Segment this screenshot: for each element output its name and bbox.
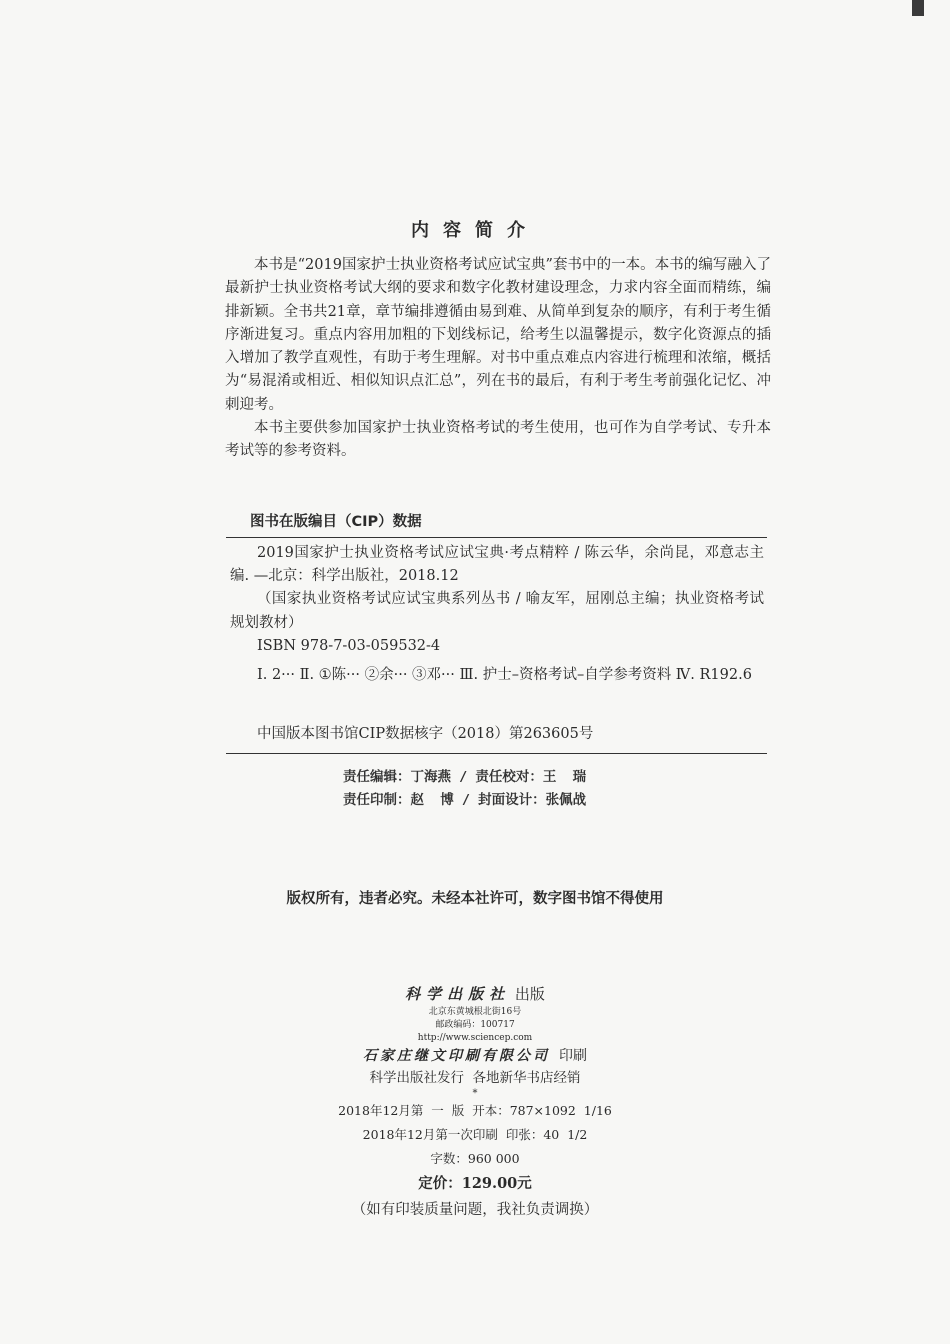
imprint-block — [0, 982, 950, 1223]
quality-note: （如有印装质量问题，我社负责调换） — [351, 1202, 599, 1218]
credits-line-2: 责任印制：赵 博 / 封面设计：张佩战 — [343, 792, 587, 808]
publisher-postcode: 邮政编码：100717 — [435, 1020, 515, 1030]
cip-bottom-rule — [226, 753, 767, 754]
publisher-address: 北京东黄城根北街16号 — [428, 1007, 522, 1017]
cip-block — [230, 542, 764, 687]
printer-line — [0, 1045, 950, 1067]
credits-line-1: 责任编辑：丁海燕 / 责任校对：王 瑞 — [343, 769, 587, 785]
edition-line: 2018年12月第 一 版 开本：787×1092 1/16 — [338, 1103, 612, 1118]
printing-line: 2018年12月第一次印刷 印张：40 1/2 — [362, 1127, 588, 1142]
price: 定价：129.00元 — [418, 1175, 532, 1192]
cip-top-rule — [226, 537, 767, 538]
separator-star: * — [472, 1088, 478, 1099]
corner-crop-mark — [912, 0, 924, 16]
publisher-website: http://www.sciencep.com — [417, 1033, 533, 1043]
editorial-credits — [343, 766, 586, 812]
cip-isbn: ISBN 978-7-03-059532-4 — [257, 637, 441, 654]
distribution-line: 科学出版社发行 各地新华书店经销 — [369, 1070, 581, 1086]
cip-series: （国家执业资格考试应试宝典系列丛书 / 喻友军，屈刚总主编；执业资格考试规划教材） — [230, 591, 764, 631]
cip-classification: Ⅰ. 2··· Ⅱ. ①陈··· ②余··· ③邓··· Ⅲ. 护士–资格考试–自学参考资料 Ⅳ. R192.6 — [257, 667, 752, 684]
printer-suffix: 印刷 — [558, 1048, 587, 1064]
word-count: 字数：960 000 — [430, 1151, 520, 1166]
printer-name: 石家庄继文印刷有限公司 — [363, 1048, 551, 1064]
publisher-line — [0, 982, 950, 1006]
summary-title: 内容简介 — [411, 220, 539, 241]
copyright-notice: 版权所有，违者必究。未经本社许可，数字图书馆不得使用 — [286, 891, 664, 907]
cip-entry: 2019国家护士执业资格考试应试宝典·考点精粹 / 陈云华，余尚昆，邓意志主编. —北京：科学出版社，2018.12 — [230, 545, 764, 585]
cip-heading: 图书在版编目（CIP）数据 — [250, 514, 422, 530]
summary-paragraph-2: 本书主要供参加国家护士执业资格考试的考生使用，也可作为自学考试、专升本考试等的参考资料。 — [225, 420, 771, 460]
cip-number: 中国版本图书馆CIP数据核字（2018）第263605号 — [257, 726, 594, 742]
summary-paragraph-1: 本书是“2019国家护士执业资格考试应试宝典”套书中的一本。本书的编写融入了最新护士执业资格考试大纲的要求和数字化教材建设理念，力求内容全面而精练，编排新颖。全书共21章，章节编排遵循由易到难、从简单到复杂的顺序，有利于考生循序渐进复习。重点内容用加粗的下划线标记，给考生以温馨提示，数字化资源点的插入增加了教学直观性，有助于考生理解。对书中重点难点内容进行梳理和浓缩，概括为“易混淆或相近、相似知识点汇总”，列在书的最后，有利于考生考前强化记忆、冲刺迎考。 — [225, 257, 771, 413]
summary-section — [225, 254, 771, 464]
publisher-name: 科学出版社 — [405, 985, 511, 1003]
publisher-suffix: 出版 — [514, 985, 545, 1003]
